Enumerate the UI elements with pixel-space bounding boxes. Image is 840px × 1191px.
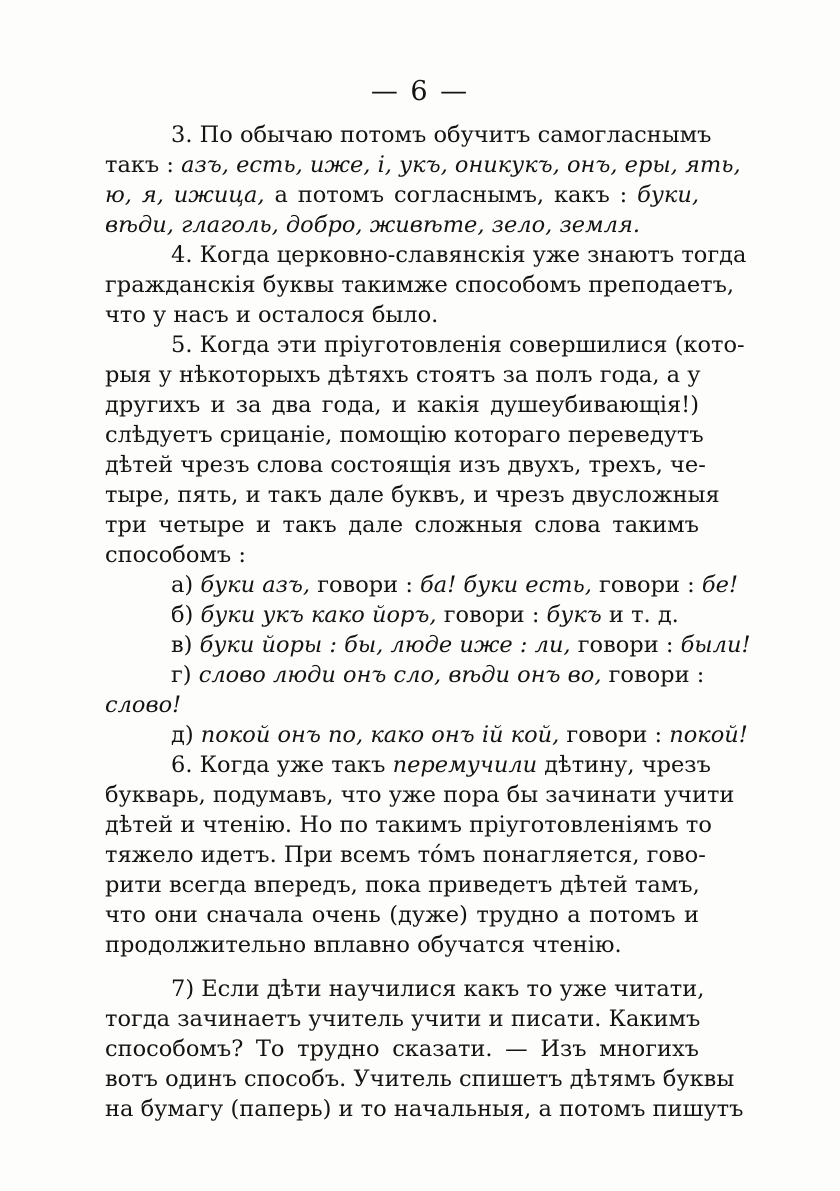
text-line (105, 360, 699, 390)
text-line (105, 300, 699, 330)
paragraph-gap (105, 960, 699, 974)
text-run: дѣтину, чрезъ (537, 752, 711, 778)
text-run: три четыре и такъ дале сложныя слова такимъ (105, 512, 699, 538)
text-run: а) (171, 572, 201, 598)
paragraph (105, 600, 699, 630)
text-line (105, 270, 735, 300)
text-line (105, 510, 699, 540)
text-run: говори : (601, 662, 705, 688)
text-run: такъ : (105, 152, 182, 178)
text-line (105, 150, 741, 180)
text-line (105, 480, 720, 510)
text-run: а потомъ согласнымъ, какъ : (264, 182, 638, 208)
text-run: гражданскія буквы такимже способомъ преподаетъ, (105, 272, 735, 298)
text-run: говори : (570, 632, 681, 658)
paragraph (105, 330, 745, 570)
italic-text: были! (680, 632, 751, 658)
italic-text: слово люди онъ сло, вѣди онъ во, (198, 662, 602, 688)
text-line (105, 810, 712, 840)
text-run: рыя у нѣкоторыхъ дѣтяхъ стоятъ за полъ года, а у (105, 362, 701, 388)
italic-text: буки укъ како йоръ, (200, 602, 437, 628)
text-line (105, 1094, 744, 1124)
paragraph (105, 720, 748, 750)
text-line (105, 630, 751, 660)
text-run: 6. Когда уже такъ (171, 752, 393, 778)
italic-text: перемучили (392, 752, 538, 778)
text-line (105, 330, 745, 360)
text-run: говори : (310, 572, 421, 598)
text-line (105, 570, 738, 600)
paragraph (105, 974, 744, 1124)
text-line (105, 120, 712, 150)
text-run: другихъ и за два года, и какія душеубивающія!) (105, 392, 699, 418)
italic-text: ю, я, ижица, (105, 182, 265, 208)
text-run: тогда зачинаетъ учитель учити и писати. Какимъ (105, 1006, 701, 1032)
text-run: на бумагу (паперь) и то начальныя, а потомъ пишутъ (105, 1096, 744, 1122)
text-run: б) (171, 602, 201, 628)
text-line (105, 420, 704, 450)
text-line (105, 1064, 735, 1094)
text-line (105, 690, 699, 720)
paragraph (105, 660, 705, 720)
italic-text: буки йоры : бы, люде иже : ли, (199, 632, 571, 658)
text-run: 3. По обычаю потомъ обучитъ самогласнымъ (171, 122, 712, 148)
text-run: тыре, пять, и такъ дале буквъ, и чрезъ двусложныя (105, 482, 720, 508)
text-line (105, 1004, 699, 1034)
italic-text: букъ (546, 602, 602, 628)
page-number: — 6 — (370, 76, 470, 107)
text-run: д) (171, 722, 201, 748)
text-run: в) (171, 632, 200, 658)
text-run: способомъ? То трудно сказати. — Изъ многихъ (105, 1036, 699, 1062)
text-run: и т. д. (601, 602, 679, 628)
body-text (105, 120, 751, 1124)
italic-text: покой онъ по, како онъ ій кой, (200, 722, 560, 748)
text-line (105, 540, 699, 570)
text-run: говори : (559, 722, 670, 748)
italic-text: бе! (701, 572, 738, 598)
text-run: продолжительно вплавно обучатся чтенію. (105, 932, 622, 958)
italic-text: вѣди, глаголь, добро, живѣте, зело, земля. (105, 212, 641, 238)
text-line (105, 450, 706, 480)
text-line (105, 720, 748, 750)
text-line (105, 1034, 699, 1064)
text-line (105, 930, 699, 960)
text-run: вотъ одинъ способъ. Учитель спишетъ дѣтямъ буквы (105, 1066, 735, 1092)
text-run: 4. Когда церковно-славянскія уже знаютъ тогда (171, 242, 747, 268)
italic-text: слово! (105, 692, 182, 718)
text-line (105, 240, 747, 270)
text-run: говори : (591, 572, 702, 598)
text-run: г) (171, 662, 199, 688)
italic-text: азъ, есть, иже, і, укъ, оникукъ, онъ, еры, ять, (181, 152, 741, 178)
text-run: букварь, подумавъ, что уже пора бы зачинати учити (105, 782, 735, 808)
text-line (105, 210, 699, 240)
italic-text: покой! (669, 722, 748, 748)
text-run: что они сначала очень (дуже) трудно а потомъ и (105, 902, 699, 928)
italic-text: ба! буки есть, (420, 572, 592, 598)
text-run: слѣдуетъ срицаніе, помощію котораго переведутъ (105, 422, 704, 448)
paragraph (105, 630, 751, 660)
text-line (105, 180, 699, 210)
italic-text: буки азъ, (200, 572, 311, 598)
text-line (105, 660, 705, 690)
text-line (105, 840, 706, 870)
paragraph (105, 750, 735, 960)
text-run: 7) Если дѣти научилися какъ то уже читати, (171, 976, 705, 1002)
text-run: тяжело идетъ. При всемъ то́мъ понагляется, гово- (105, 842, 706, 868)
text-line (105, 974, 705, 1004)
text-run: рити всегда впередъ, пока приведетъ дѣтей тамъ, (105, 872, 700, 898)
text-run: говори : (436, 602, 547, 628)
text-line (105, 390, 699, 420)
paragraph (105, 120, 741, 240)
text-line (105, 600, 699, 630)
text-line (105, 900, 699, 930)
text-run: что у насъ и осталося было. (105, 302, 439, 328)
text-line (105, 750, 711, 780)
paragraph (105, 570, 738, 600)
paragraph (105, 240, 747, 330)
italic-text: буки, (637, 182, 699, 208)
text-line (105, 870, 699, 900)
text-run: 5. Когда эти пріуготовленія совершилися (кото- (171, 332, 745, 358)
text-run: дѣтей и чтенію. Но по такимъ пріуготовленіямъ то (105, 812, 712, 838)
text-run: дѣтей чрезъ слова состоящія изъ двухъ, трехъ, че- (105, 452, 706, 478)
text-run: способомъ : (105, 542, 246, 568)
text-line (105, 780, 735, 810)
